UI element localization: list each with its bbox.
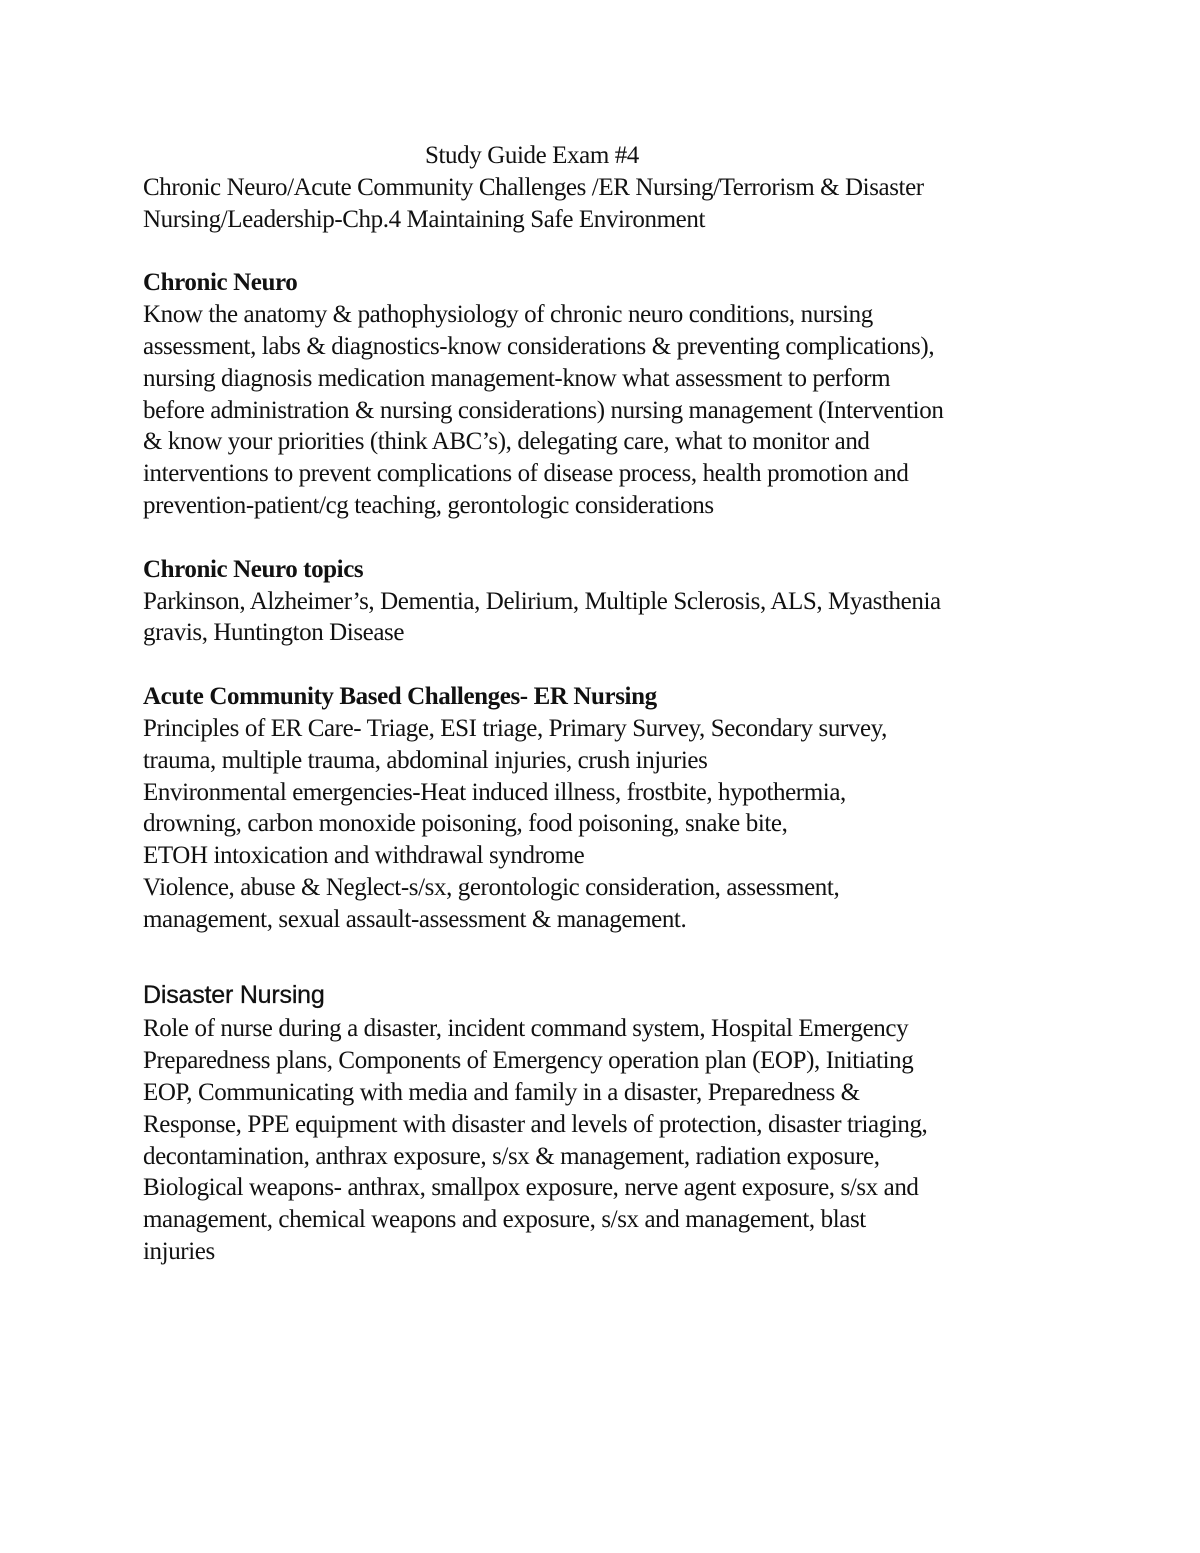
body-line: ETOH intoxication and withdrawal syndrome bbox=[143, 842, 585, 870]
body-line: Parkinson, Alzheimer’s, Dementia, Delirium, Multiple Sclerosis, ALS, Myasthenia bbox=[143, 587, 941, 615]
document-page bbox=[143, 140, 1083, 1268]
document-subtitle-line: Nursing/Leadership-Chp.4 Maintaining Safe Environment bbox=[143, 205, 706, 233]
body-line: Biological weapons- anthrax, smallpox exposure, nerve agent exposure, s/sx and bbox=[143, 1174, 919, 1202]
body-line: Know the anatomy & pathophysiology of chronic neuro conditions, nursing bbox=[143, 301, 873, 329]
body-line: injuries bbox=[143, 1237, 215, 1265]
body-line: assessment, labs & diagnostics-know considerations & preventing complications), bbox=[143, 332, 935, 360]
body-line: gravis, Huntington Disease bbox=[143, 619, 405, 647]
spacer bbox=[143, 235, 1083, 267]
body-line: drowning, carbon monoxide poisoning, food poisoning, snake bite, bbox=[143, 810, 788, 838]
body-line: Environmental emergencies-Heat induced illness, frostbite, hypothermia, bbox=[143, 778, 846, 806]
body-line: & know your priorities (think ABC’s), delegating care, what to monitor and bbox=[143, 428, 870, 456]
body-line: nursing diagnosis medication management-know what assessment to perform bbox=[143, 364, 891, 392]
document-title: Study Guide Exam #4 bbox=[425, 142, 639, 169]
section-chronic-neuro-topics bbox=[143, 554, 1083, 649]
section-heading: Chronic Neuro topics bbox=[143, 555, 364, 583]
body-line: trauma, multiple trauma, abdominal injuries, crush injuries bbox=[143, 746, 708, 774]
body-line: Role of nurse during a disaster, incident command system, Hospital Emergency bbox=[143, 1015, 909, 1043]
body-line: EOP, Communicating with media and family in a disaster, Preparedness & bbox=[143, 1078, 860, 1106]
section-heading: Disaster Nursing bbox=[143, 980, 325, 1009]
body-line: Violence, abuse & Neglect-s/sx, gerontologic consideration, assessment, bbox=[143, 873, 840, 901]
section-heading: Acute Community Based Challenges- ER Nursing bbox=[143, 683, 657, 711]
document-subtitle-line: Chronic Neuro/Acute Community Challenges /ER Nursing/Terrorism & Disaster bbox=[143, 173, 924, 201]
body-line: management, chemical weapons and exposure, s/sx and management, blast bbox=[143, 1206, 866, 1234]
section-heading: Chronic Neuro bbox=[143, 269, 298, 297]
body-line: decontamination, anthrax exposure, s/sx & management, radiation exposure, bbox=[143, 1142, 880, 1170]
body-line: Response, PPE equipment with disaster and levels of protection, disaster triaging, bbox=[143, 1110, 928, 1138]
section-acute-community-er bbox=[143, 681, 1083, 935]
spacer bbox=[143, 936, 1083, 968]
spacer bbox=[143, 649, 1083, 681]
body-line: Preparedness plans, Components of Emergency operation plan (EOP), Initiating bbox=[143, 1047, 914, 1075]
section-chronic-neuro bbox=[143, 267, 1083, 521]
body-line: prevention-patient/cg teaching, gerontologic considerations bbox=[143, 491, 714, 519]
section-disaster-nursing bbox=[143, 980, 1083, 1268]
body-line: Principles of ER Care- Triage, ESI triage, Primary Survey, Secondary survey, bbox=[143, 714, 887, 742]
body-line: before administration & nursing considerations) nursing management (Intervention bbox=[143, 396, 944, 424]
spacer bbox=[143, 522, 1083, 554]
body-line: interventions to prevent complications of disease process, health promotion and bbox=[143, 460, 909, 488]
body-line: management, sexual assault-assessment & management. bbox=[143, 905, 687, 933]
